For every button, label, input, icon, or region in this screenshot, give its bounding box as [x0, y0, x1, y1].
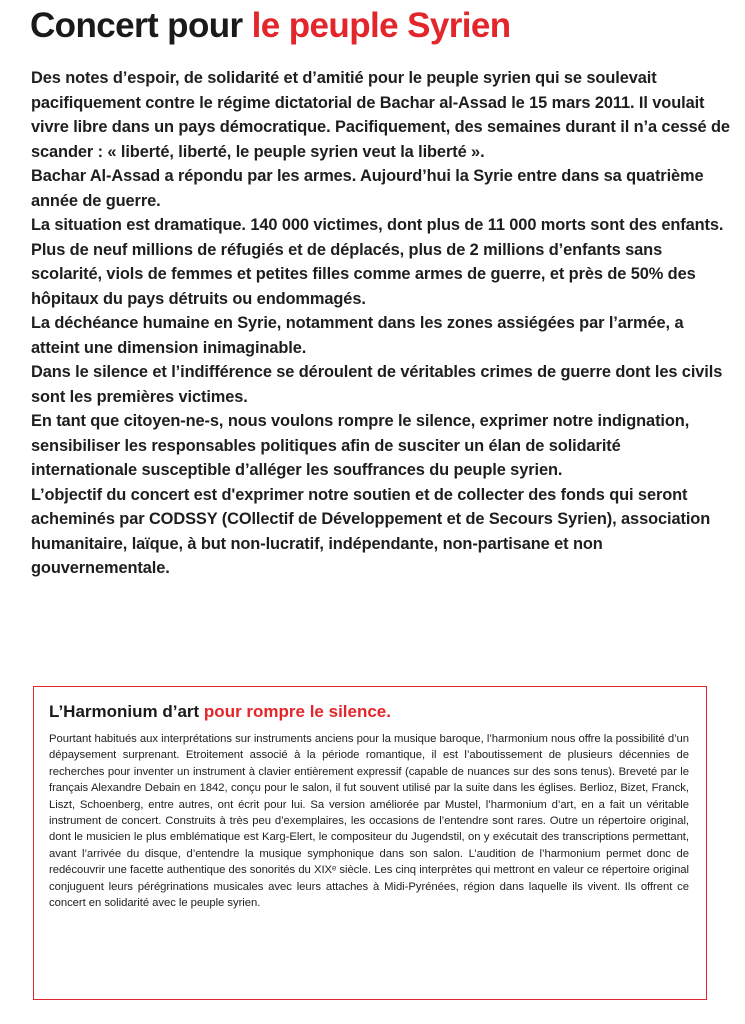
- title-part-black: Concert pour: [30, 6, 252, 45]
- paragraph-decheance: La déchéance humaine en Syrie, notamment dans les zones assiégées par l’armée, a atteint une dimension inimaginable.: [31, 314, 684, 357]
- box-text: Pourtant habitués aux interprétations sur instruments anciens pour la musique baroque, l’harmonium nous offre la possibilité d’un dépaysement surprenant. Etroitement associé à la période romantique, il est l’aboutissement de plusieurs décennies de recherches pour inventer un instrument à clavier entièrement expressif (capable de nuances sur des sons tenus). Breveté par le français Alexandre Debain en 1842, conçu pour le salon, il fut souvent utilisé par la suite dans les églises. Berlioz, Bizet, Franck, Liszt, Schoenberg, entre autres, ont écrit pour lui. Sa version améliorée par Mustel, l’harmonium d’art, en a fait un véritable instrument de concert. Construits à très peu d’exemplaires, les occasions de l’entendre sont rares. Outre un répertoire original, dont le musicien le plus emblématique est Karg-Elert, le compositeur du Jugendstil, on y exécutait des transcriptions permettant, avant l’arrivée du disque, d’entendre la musique symphonique dans son salon. L’audition de l’harmonium permet donc de redécouvrir une facette authentique des sonorités du XIXᵉ siècle. Les cinq interprètes qui mettront en valeur ce répertoire original conjuguent leurs pérégrinations musicales avec leurs attaches à Midi-Pyrénées, région dans laquelle ils vivent. Ils offrent ce concert en solidarité avec le peuple syrien.: [49, 733, 689, 910]
- box-title-red: pour rompre le silence.: [203, 702, 391, 721]
- paragraph-silence: Dans le silence et l’indifférence se déroulent de véritables crimes de guerre dont les civils sont les premières victimes.: [31, 363, 723, 406]
- paragraph-situation: La situation est dramatique. 140 000 victimes, dont plus de 11 000 morts sont des enfants. Plus de neuf millions de réfugiés et de déplacés, plus de 2 millions d’enfants sans scolarité, viols de femmes et petites filles comme armes de guerre, et près de 50% des hôpitaux du pays détruits ou endommagés.: [31, 216, 724, 308]
- paragraph-objectif: L’objectif du concert est d'exprimer notre soutien et de collecter des fonds qui seront acheminés par CODSSY (COllectif de Développement et de Secours Syrien), association humanitaire, laïque, à but non-lucratif, indépendante, non-partisane et non gouvernementale.: [31, 485, 711, 577]
- title-part-red: le peuple Syrien: [251, 6, 511, 45]
- box-title-black: L’Harmonium d’art: [49, 702, 204, 721]
- harmonium-info-box: [33, 686, 707, 1000]
- box-title: [49, 702, 391, 722]
- paragraph-response: Bachar Al-Assad a répondu par les armes. Aujourd’hui la Syrie entre dans sa quatrième année de guerre.: [31, 167, 704, 210]
- paragraph-citoyens: En tant que citoyen-ne-s, nous voulons rompre le silence, exprimer notre indignation, sensibiliser les responsables politiques afin de susciter un élan de solidarité internationale susceptible d’alléger les souffrances du peuple syrien.: [31, 412, 690, 479]
- main-article: [31, 66, 731, 581]
- paragraph-intro: Des notes d’espoir, de solidarité et d’amitié pour le peuple syrien qui se soulevait pacifiquement contre le régime dictatorial de Bachar al-Assad le 15 mars 2011. Il voulait vivre libre dans un pays démocratique. Pacifiquement, des semaines durant il n’a cessé de scander : « liberté, liberté, le peuple syrien veut la liberté ».: [31, 69, 730, 161]
- page-title: [30, 6, 511, 46]
